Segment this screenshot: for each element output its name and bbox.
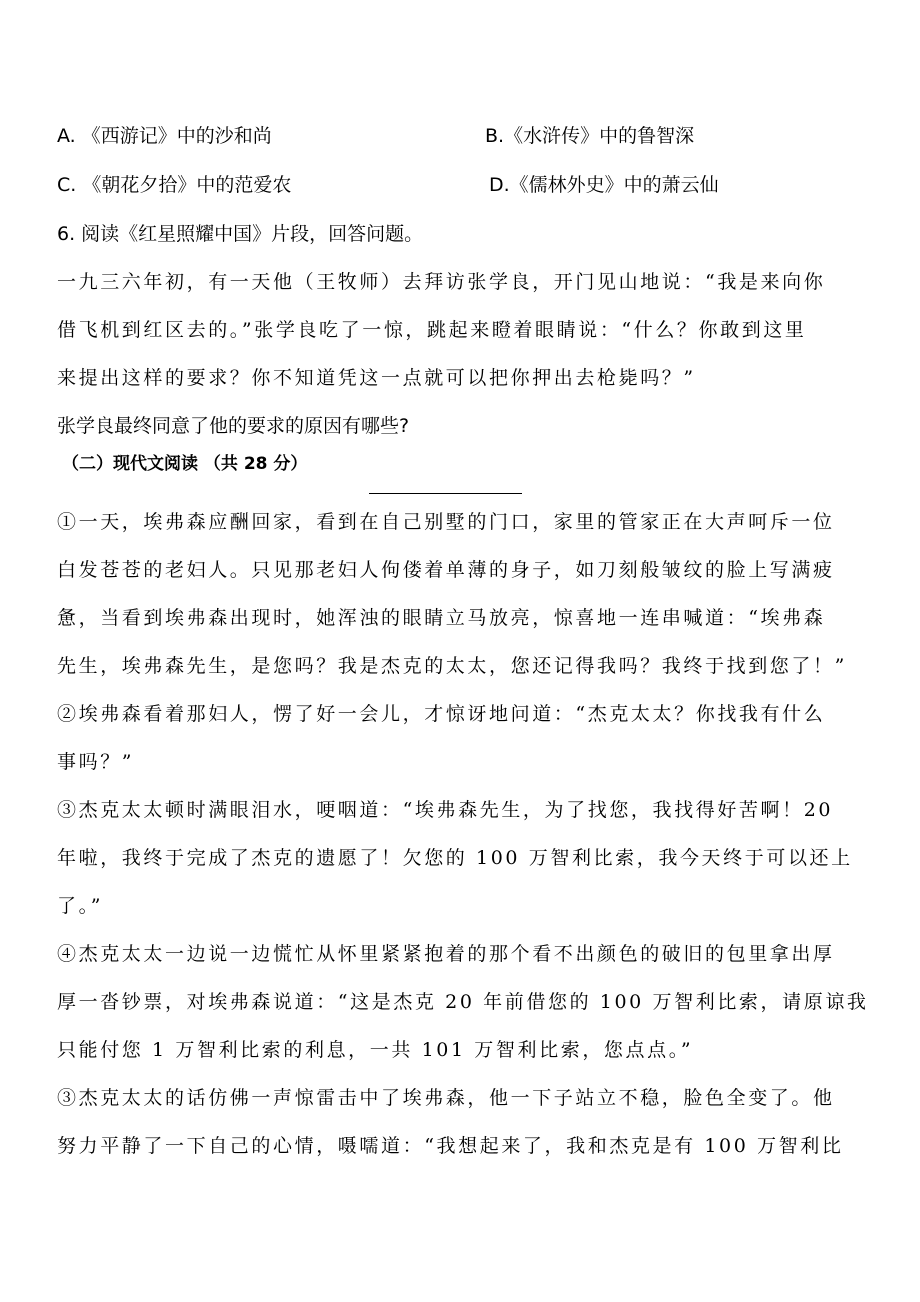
excerpt-line: 借飞机到红区去的。”张学良吃了一惊，跳起来瞪着眼睛说：“什么？你敢到这里 bbox=[57, 319, 807, 341]
story-line: 努力平静了一下自己的心情，嗫嚅道：“我想起来了，我和杰克是有 100 万智利比 bbox=[57, 1135, 844, 1157]
story-line: 事吗？” bbox=[57, 751, 135, 773]
story-line: 厚一沓钞票，对埃弗森说道：“这是杰克 20 年前借您的 100 万智利比索，请原谅我 bbox=[57, 991, 869, 1013]
story-line: ①一天，埃弗森应酬回家，看到在自己别墅的门口，家里的管家正在大声呵斥一位 bbox=[57, 511, 835, 533]
story-line: ③杰克太太顿时满眼泪水，哽咽道：“埃弗森先生，为了找您，我找得好苦啊！20 bbox=[57, 799, 834, 821]
story-line: 只能付您 1 万智利比索的利息，一共 101 万智利比索，您点点。” bbox=[57, 1039, 694, 1061]
option-a: A. 《西游记》中的沙和尚 bbox=[57, 125, 272, 147]
story-line: 白发苍苍的老妇人。只见那老妇人佝偻着单薄的身子，如刀刻般皱纹的脸上写满疲 bbox=[57, 559, 835, 581]
question-6-prompt: 6. 阅读《红星照耀中国》片段，回答问题。 bbox=[57, 223, 424, 245]
story-line: ③杰克太太的话仿佛一声惊雷击中了埃弗森，他一下子站立不稳，脸色全变了。他 bbox=[57, 1087, 835, 1109]
title-blank-line bbox=[369, 493, 522, 494]
excerpt-line: 一九三六年初，有一天他（王牧师）去拜访张学良，开门见山地说：“我是来向你 bbox=[57, 271, 826, 293]
story-line: 了。” bbox=[57, 895, 104, 917]
option-d: D.《儒林外史》中的萧云仙 bbox=[489, 174, 719, 196]
story-line: 年啦，我终于完成了杰克的遗愿了！欠您的 100 万智利比索，我今天终于可以还上 bbox=[57, 847, 853, 869]
story-line: 先生，埃弗森先生，是您吗？我是杰克的太太，您还记得我吗？我终于找到您了！” bbox=[57, 655, 847, 677]
excerpt-line: 来提出这样的要求？你不知道凭这一点就可以把你押出去枪毙吗？” bbox=[57, 367, 696, 389]
section-heading: （二）现代文阅读 （共 28 分） bbox=[62, 454, 308, 474]
question-6-text: 张学良最终同意了他的要求的原因有哪些? bbox=[57, 415, 410, 437]
story-line: ②埃弗森看着那妇人，愣了好一会儿，才惊讶地问道：“杰克太太？你找我有什么 bbox=[57, 703, 826, 725]
option-b: B.《水浒传》中的鲁智深 bbox=[485, 125, 695, 147]
story-line: 惫，当看到埃弗森出现时，她浑浊的眼睛立马放亮，惊喜地一连串喊道：“埃弗森 bbox=[57, 607, 826, 629]
option-c: C. 《朝花夕拾》中的范爱农 bbox=[57, 174, 292, 196]
story-line: ④杰克太太一边说一边慌忙从怀里紧紧抱着的那个看不出颜色的破旧的包里拿出厚 bbox=[57, 943, 835, 965]
